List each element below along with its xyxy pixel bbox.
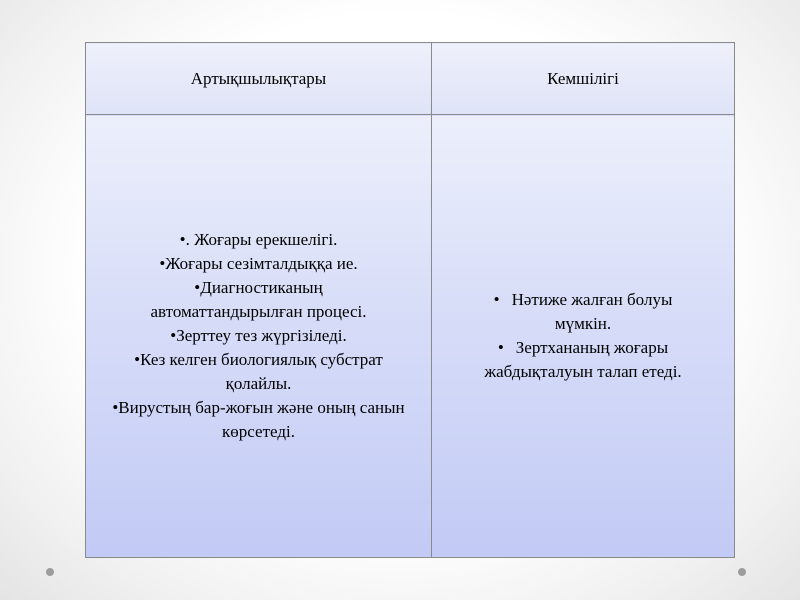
list-item: •. Жоғары ерекшелігі. xyxy=(179,230,338,249)
table-header-row xyxy=(86,43,735,115)
corner-dot-icon xyxy=(738,568,746,576)
bullet-icon: • xyxy=(493,290,500,309)
bullet-icon: • xyxy=(497,338,504,357)
advantages-list xyxy=(99,228,419,444)
list-item xyxy=(438,288,728,336)
list-item-text: Зертхананың жоғары жабдықталуын талап етеді. xyxy=(484,338,682,381)
list-item: •Жоғары сезімталдыққа ие. xyxy=(159,254,358,273)
list-item: •Кез келген биологиялық субстрат қолайлы. xyxy=(134,350,383,393)
list-item: •Вирустың бар-жоғын және оның санын көрсетеді. xyxy=(112,398,405,441)
list-item-text: Нәтиже жалған болуы мүмкін. xyxy=(511,290,673,333)
comparison-table xyxy=(85,42,735,558)
list-item: •Зерттеу тез жүргізіледі. xyxy=(170,326,347,345)
corner-dot-icon xyxy=(46,568,54,576)
table-body-row xyxy=(86,115,735,558)
disadvantages-cell xyxy=(432,115,735,558)
list-item xyxy=(438,336,728,384)
advantages-cell xyxy=(86,115,432,558)
disadvantages-list xyxy=(438,288,728,384)
header-advantages: Артықшылықтары xyxy=(86,43,432,115)
header-disadvantages: Кемшілігі xyxy=(432,43,735,115)
list-item: •Диагностиканың автоматтандырылған процесі. xyxy=(150,278,367,321)
